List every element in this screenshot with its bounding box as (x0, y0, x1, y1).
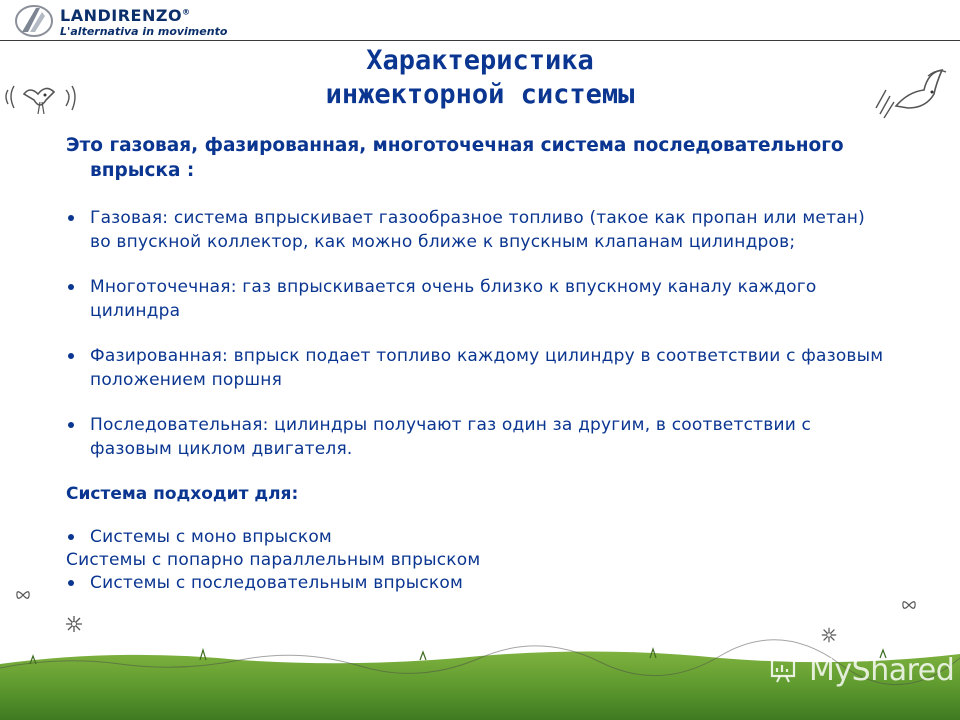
header-divider (0, 40, 960, 41)
watermark (770, 653, 954, 688)
watermark-text: MyShared (809, 653, 955, 688)
slide-title (0, 44, 960, 112)
flower-icon (64, 614, 84, 634)
suitable-item-mono: Системы с моно впрыском (66, 526, 886, 549)
butterfly-icon (900, 596, 918, 614)
brand-tagline: L'alternativa in movimento (60, 25, 228, 38)
slide-title-line2: инжекторной системы (325, 79, 635, 110)
landirenzo-logo-icon (14, 4, 54, 38)
butterfly-icon (14, 586, 32, 604)
slide-body (66, 133, 886, 595)
brand-name-text: LANDIRENZO (60, 6, 183, 25)
presentation-icon (770, 657, 800, 683)
intro-text: Это газовая, фазированная, многоточечная система последовательного впрыска : (66, 135, 844, 181)
slide-title-line1: Характеристика (366, 45, 594, 76)
header (0, 0, 960, 42)
suitable-item-sequential: Системы с последовательным впрыском (66, 572, 886, 595)
bullet-gas: Газовая: система впрыскивает газообразное топливо (такое как пропан или метан) во впускной коллектор, как можно ближе к впускным клапанам цилиндров; (66, 207, 886, 254)
registered-mark: ® (182, 7, 191, 17)
bullet-sequential: Последовательная: цилиндры получают газ один за другим, в соответствии с фазовым циклом двигателя. (66, 414, 886, 461)
suitable-title: Система подходит для: (66, 484, 299, 504)
suitable-item-pair-parallel: Системы с попарно параллельным впрыском (66, 550, 481, 570)
brand-name (60, 6, 191, 25)
bullet-multipoint: Многоточечная: газ впрыскивается очень близко к впускному каналу каждого цилиндра (66, 276, 886, 323)
bullet-phased: Фазированная: впрыск подает топливо каждому цилиндру в соответствии с фазовым положением поршня (66, 345, 886, 392)
